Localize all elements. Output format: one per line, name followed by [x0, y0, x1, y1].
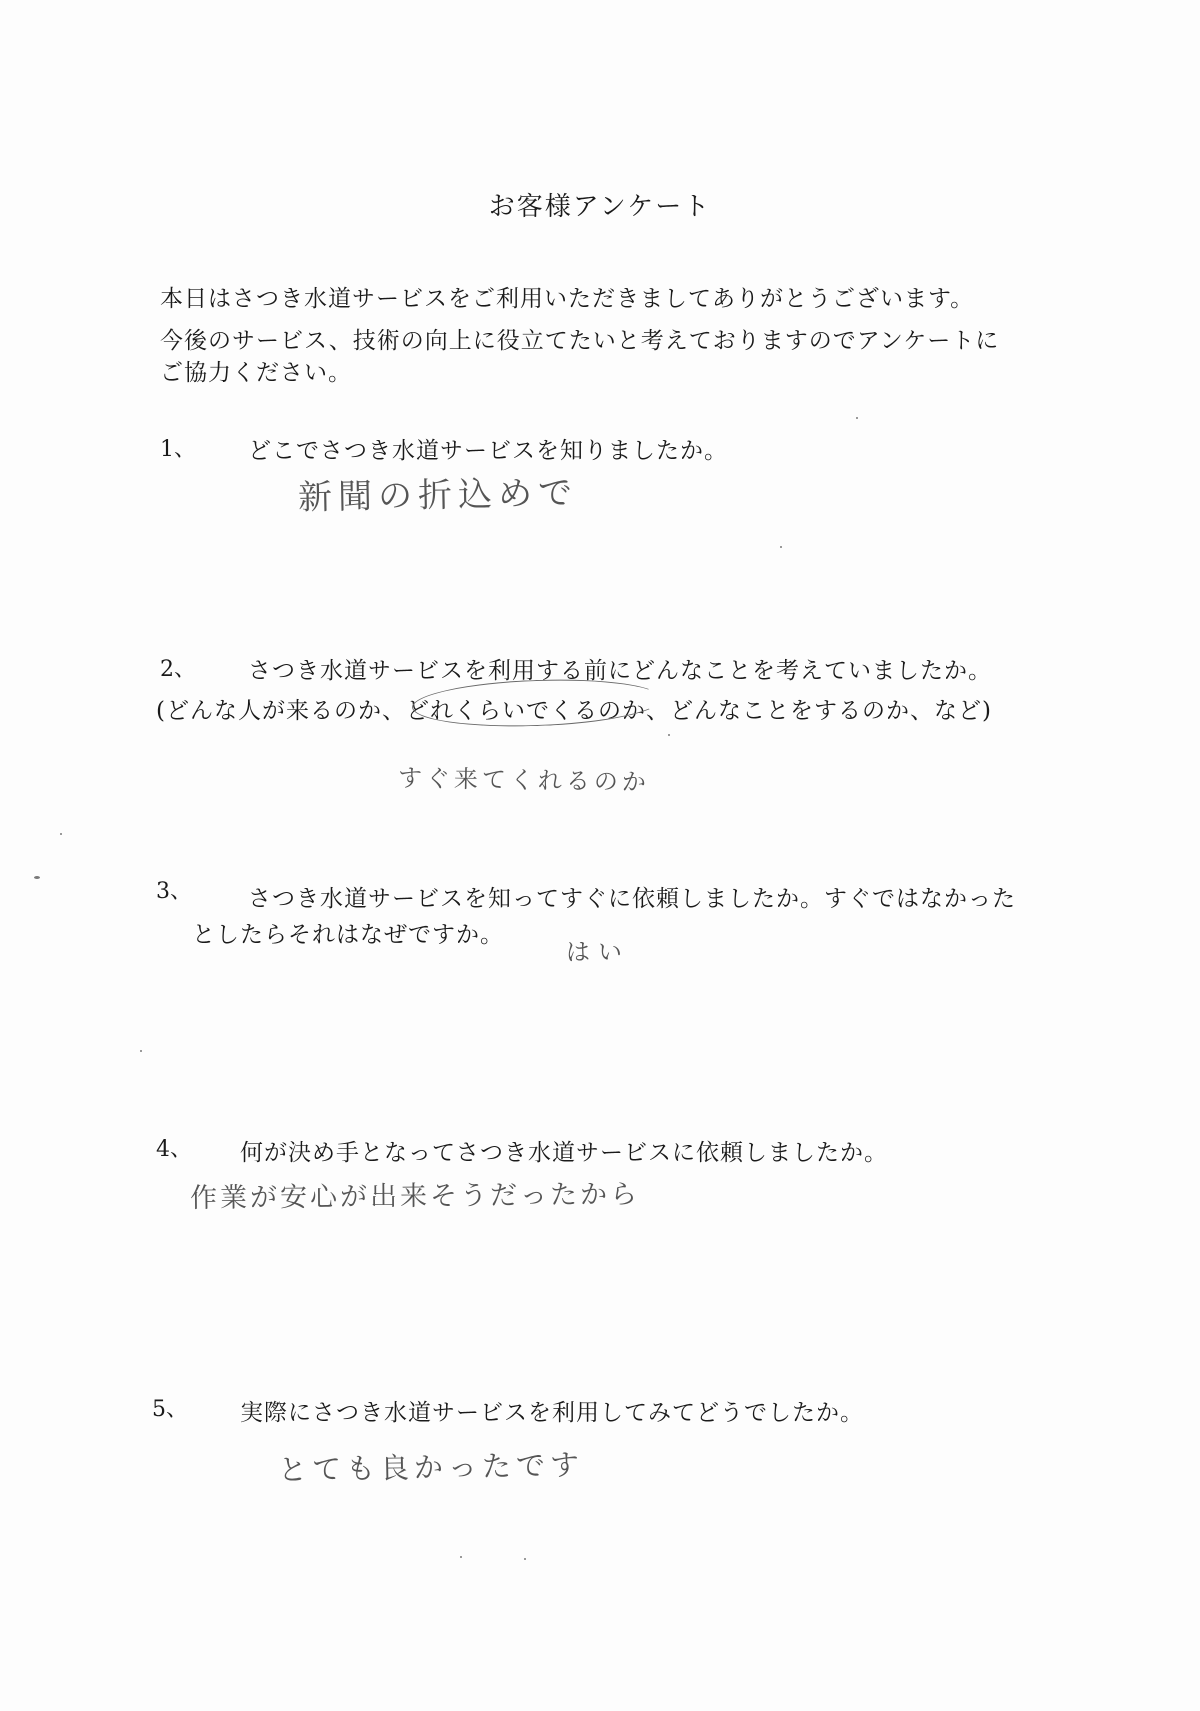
question-2-answer: すぐ来てくれるのか [397, 764, 651, 797]
question-4-number: 4、 [156, 1137, 192, 1162]
question-3-number: 3、 [156, 879, 192, 904]
scan-speck [856, 417, 858, 419]
intro-line-3: ご協力ください。 [160, 360, 352, 386]
question-4-answer: 作業が安心が出来そうだったから [189, 1179, 641, 1214]
question-2-text: さつき水道サービスを利用する前にどんなことを考えていましたか。 [248, 658, 992, 684]
scan-speck [60, 833, 62, 835]
question-2-subtext: (どんな人が来るのか、どれくらいでくるのか、どんなことをするのか、など) [156, 698, 992, 724]
question-2-number: 2、 [160, 657, 196, 682]
scan-speck [668, 734, 670, 736]
question-5-answer: とても良かったです [277, 1447, 585, 1487]
intro-line-2: 今後のサービス、技術の向上に役立てたいと考えておりますのでアンケートに [160, 328, 1000, 354]
question-3-text: さつき水道サービスを知ってすぐに依頼しましたか。すぐではなかった [248, 886, 1016, 912]
question-1-answer: 新聞の折込めで [297, 473, 579, 518]
survey-title: お客様アンケート [488, 192, 712, 222]
question-1-text: どこでさつき水道サービスを知りましたか。 [248, 438, 728, 464]
scan-speck [140, 1050, 142, 1052]
question-1-number: 1、 [160, 437, 196, 462]
question-5-text: 実際にさつき水道サービスを利用してみてどうでしたか。 [240, 1400, 864, 1426]
scan-speck [524, 1558, 526, 1560]
question-4-text: 何が決め手となってさつき水道サービスに依頼しましたか。 [240, 1140, 888, 1166]
scan-speck [780, 546, 782, 548]
scan-speck [34, 876, 40, 879]
question-3-text-2: としたらそれはなぜですか。 [192, 922, 504, 948]
question-3-answer: はい [566, 938, 630, 966]
scan-speck [460, 1556, 462, 1558]
intro-line-1: 本日はさつき水道サービスをご利用いただきましてありがとうございます。 [160, 286, 975, 312]
question-5-number: 5、 [152, 1397, 188, 1422]
